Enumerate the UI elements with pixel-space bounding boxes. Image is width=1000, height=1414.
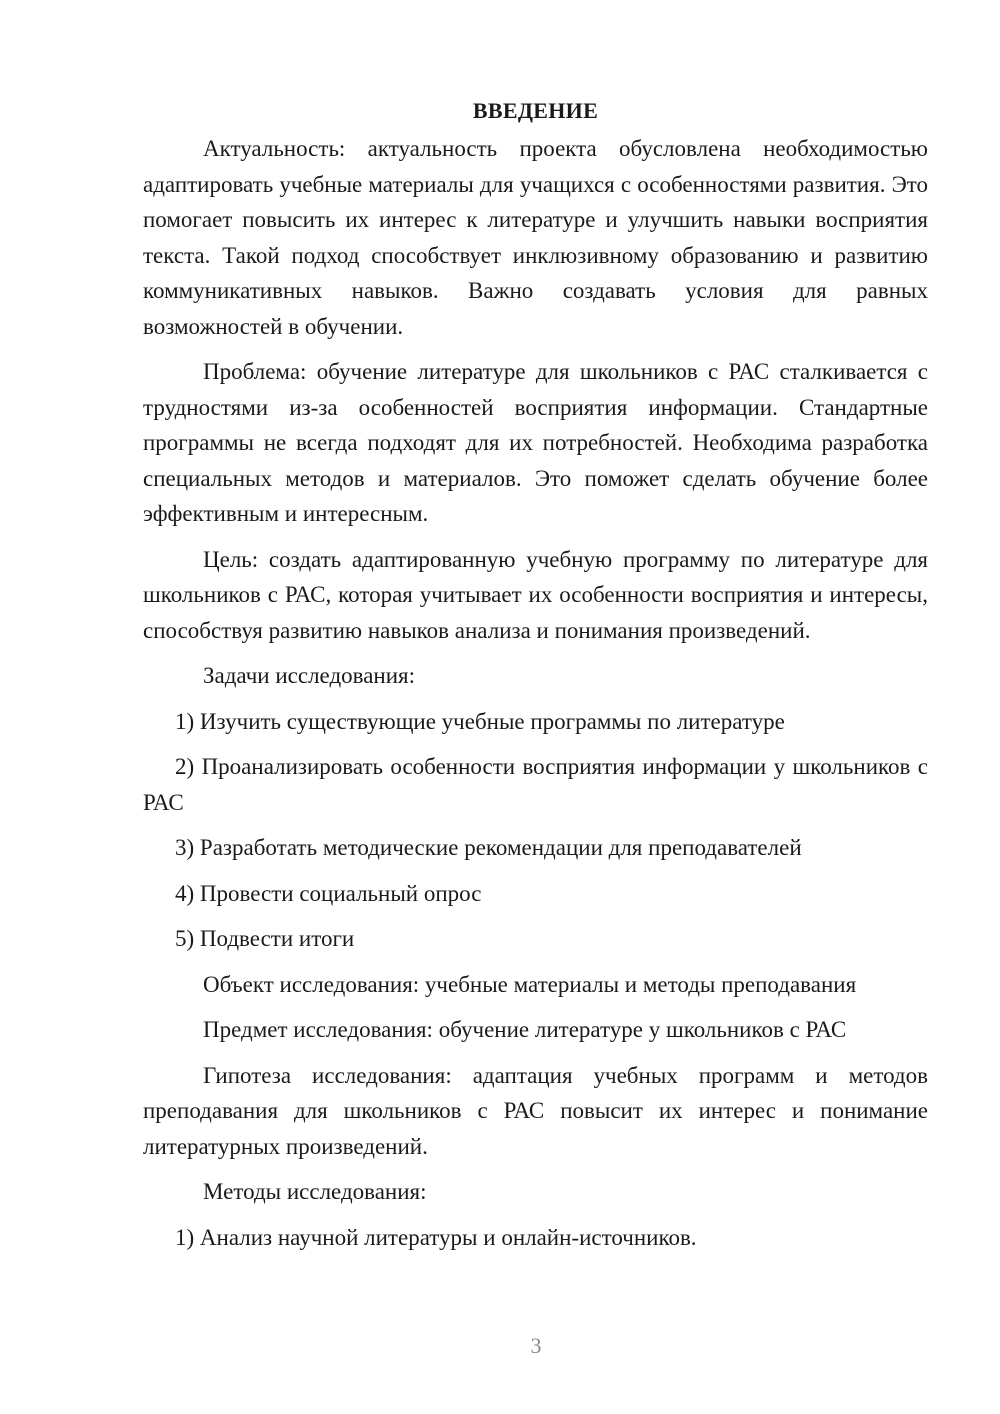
hypothesis-paragraph: Гипотеза исследования: адаптация учебных программ и методов преподавания для школьников с РАС повысит их интерес и понимание литературных произведений. — [143, 1062, 928, 1159]
task-item: 5) Подвести итоги — [175, 926, 355, 951]
goal-paragraph: Цель: создать адаптированную учебную программу по литературе для школьников с РАС, которая учитывает их особенности восприятия и интересы, способствуя развитию навыков анализа и понимания произведений. — [143, 546, 928, 643]
page-number: 3 — [530, 1333, 542, 1358]
task-item: 1) Изучить существующие учебные программы по литературе — [175, 708, 785, 734]
page-title: ВВЕДЕНИЕ — [472, 98, 599, 123]
methods-heading: Методы исследования: — [203, 1179, 427, 1204]
problem-paragraph: Проблема: обучение литературе для школьников с РАС сталкивается с трудностями из-за особенностей восприятия информации. Стандартные программы не всегда подходят для их потребностей. Необходима разработка специальных методов и материалов. Это поможет сделать обучение более эффективным и интересным. — [143, 359, 928, 526]
relevance-paragraph: Актуальность: актуальность проекта обусловлена необходимостью адаптировать учебные материалы для учащихся с особенностями развития. Это помогает повысить их интерес к литературе и улучшить навыки восприятия текста. Такой подход способствует инклюзивному образованию и развитию коммуникативных навыков. Важно создавать условия для равных возможностей в обучении. — [143, 136, 928, 339]
document-page — [143, 96, 928, 1265]
task-item: 2) Проанализировать особенности восприятия информации у школьников с РАС — [143, 754, 928, 815]
method-item: 1) Анализ научной литературы и онлайн-источников. — [175, 1224, 697, 1250]
task-item: 4) Провести социальный опрос — [175, 880, 482, 906]
task-item: 3) Разработать методические рекомендации для преподавателей — [175, 835, 802, 860]
object-line: Объект исследования: учебные материалы и методы преподавания — [203, 971, 857, 997]
subject-line: Предмет исследования: обучение литературе у школьников с РАС — [203, 1017, 847, 1042]
tasks-heading: Задачи исследования: — [203, 663, 416, 688]
